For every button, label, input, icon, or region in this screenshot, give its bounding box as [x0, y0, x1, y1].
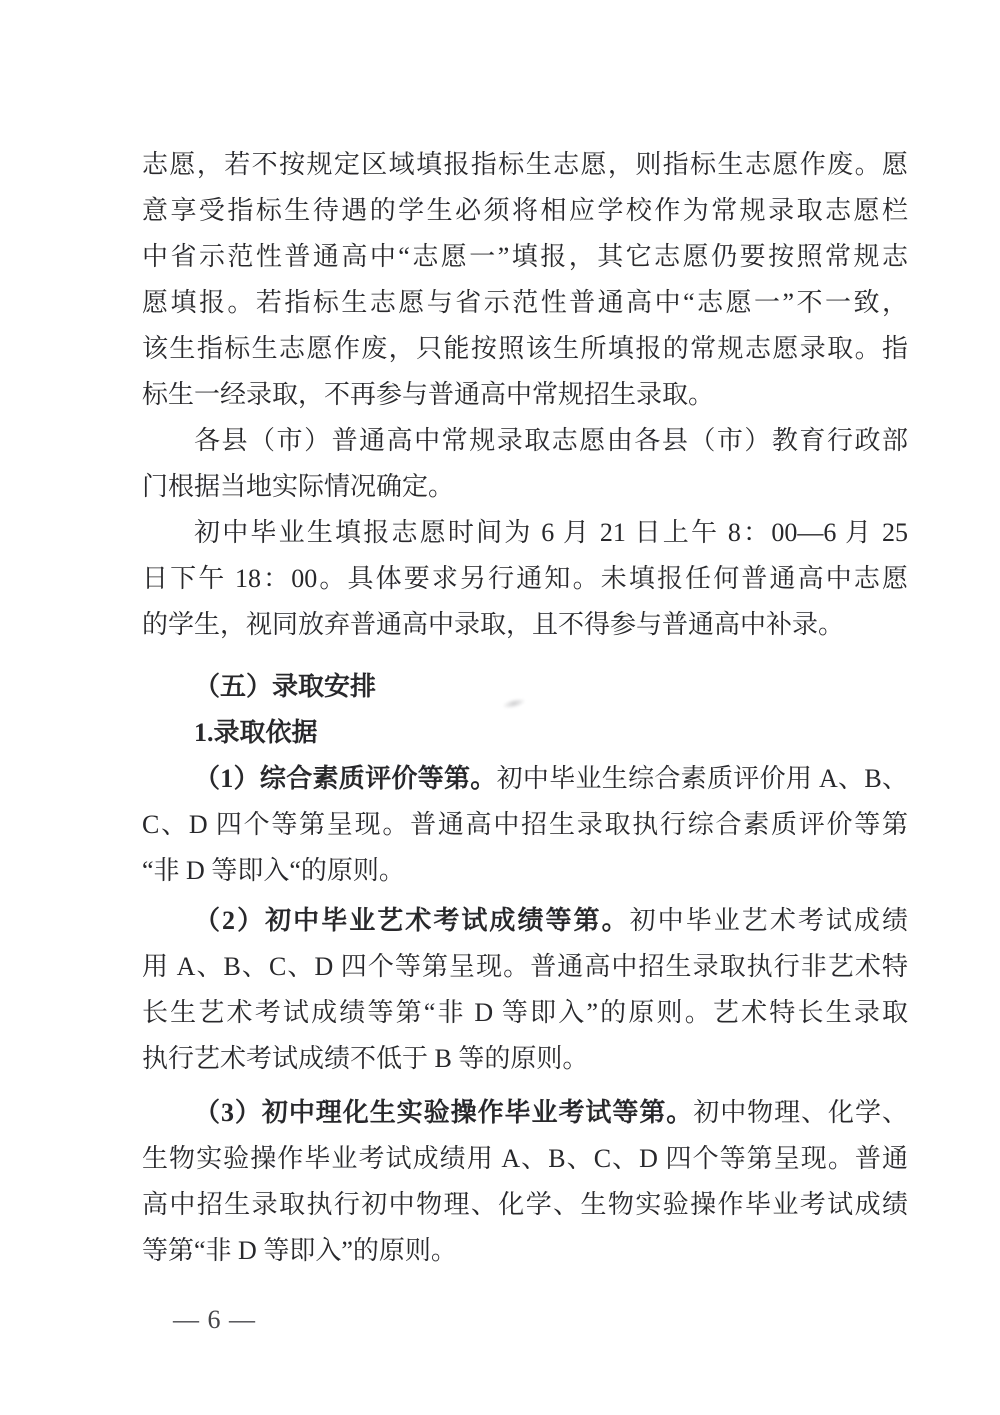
text-line	[142, 372, 908, 418]
text-line	[142, 418, 908, 464]
text-segment: （五）录取安排	[194, 672, 377, 701]
text-segment: 该生指标生志愿作废，只能按照该生所填报的常规志愿录取。指	[142, 334, 908, 363]
text-segment: 用 A、B、C、D 四个等第呈现。普通高中招生录取执行非艺术特	[142, 952, 908, 981]
text-line	[142, 898, 908, 944]
text-segment: 意享受指标生待遇的学生必须将相应学校作为常规录取志愿栏	[142, 196, 908, 225]
text-segment: 初中毕业生综合素质评价用 A、B、	[496, 764, 908, 793]
text-line	[142, 188, 908, 234]
text-segment: 初中物理、化学、	[693, 1098, 908, 1127]
text-line	[142, 756, 908, 802]
text-line	[142, 990, 908, 1036]
text-segment: 各县（市）普通高中常规录取志愿由各县（市）教育行政部	[194, 426, 908, 455]
text-line	[142, 1228, 908, 1274]
text-segment: C、D 四个等第呈现。普通高中招生录取执行综合素质评价等第	[142, 810, 908, 839]
text-line	[142, 848, 908, 894]
paragraph	[142, 510, 908, 648]
page-number-text: — 6 —	[173, 1305, 256, 1334]
text-segment: 生物实验操作毕业考试成绩用 A、B、C、D 四个等第呈现。普通	[142, 1144, 908, 1173]
text-segment: 执行艺术考试成绩不低于 B 等的原则。	[142, 1044, 589, 1073]
text-line	[142, 1036, 908, 1082]
text-segment: 日下午 18：00。具体要求另行通知。未填报任何普通高中志愿	[142, 564, 908, 593]
text-segment: 长生艺术考试成绩等第“非 D 等即入”的原则。艺术特长生录取	[142, 998, 908, 1027]
text-segment: （2）初中毕业艺术考试成绩等第。	[194, 906, 630, 935]
text-line	[142, 1136, 908, 1182]
text-segment: 高中招生录取执行初中物理、化学、生物实验操作毕业考试成绩	[142, 1190, 908, 1219]
text-line	[142, 510, 908, 556]
text-line	[142, 142, 908, 188]
paragraph	[142, 756, 908, 894]
text-segment: 初中毕业艺术考试成绩	[629, 906, 908, 935]
text-segment: 中省示范性普通高中“志愿一”填报，其它志愿仍要按照常规志	[142, 242, 908, 271]
text-line	[142, 464, 908, 510]
text-segment: 1.录取依据	[194, 718, 318, 747]
paragraph	[142, 1090, 908, 1274]
text-line	[142, 234, 908, 280]
text-line	[142, 556, 908, 602]
text-segment: 的学生，视同放弃普通高中录取，且不得参与普通高中补录。	[142, 610, 845, 639]
text-segment: 愿填报。若指标生志愿与省示范性普通高中“志愿一”不一致，	[142, 288, 908, 317]
section-heading	[142, 710, 908, 756]
page-number	[173, 1300, 256, 1340]
text-segment: “非 D 等即入“的原则。	[142, 856, 405, 885]
text-line	[142, 944, 908, 990]
document-body	[142, 142, 908, 1274]
text-line	[142, 1182, 908, 1228]
text-line	[142, 802, 908, 848]
text-segment: （1）综合素质评价等第。	[194, 764, 497, 793]
paragraph	[142, 898, 908, 1082]
text-segment: 初中毕业生填报志愿时间为 6 月 21 日上午 8：00—6 月 25	[194, 518, 908, 547]
text-segment: 标生一经录取，不再参与普通高中常规招生录取。	[142, 380, 715, 409]
text-segment: 志愿，若不按规定区域填报指标生志愿，则指标生志愿作废。愿	[142, 150, 908, 179]
heading-line	[142, 710, 908, 756]
paragraph	[142, 418, 908, 510]
text-line	[142, 280, 908, 326]
text-line	[142, 1090, 908, 1136]
text-segment: 等第“非 D 等即入”的原则。	[142, 1236, 457, 1265]
text-segment: 门根据当地实际情况确定。	[142, 472, 455, 501]
paragraph	[142, 142, 908, 418]
text-line	[142, 602, 908, 648]
text-segment: （3）初中理化生实验操作毕业考试等第。	[194, 1098, 694, 1127]
text-line	[142, 326, 908, 372]
